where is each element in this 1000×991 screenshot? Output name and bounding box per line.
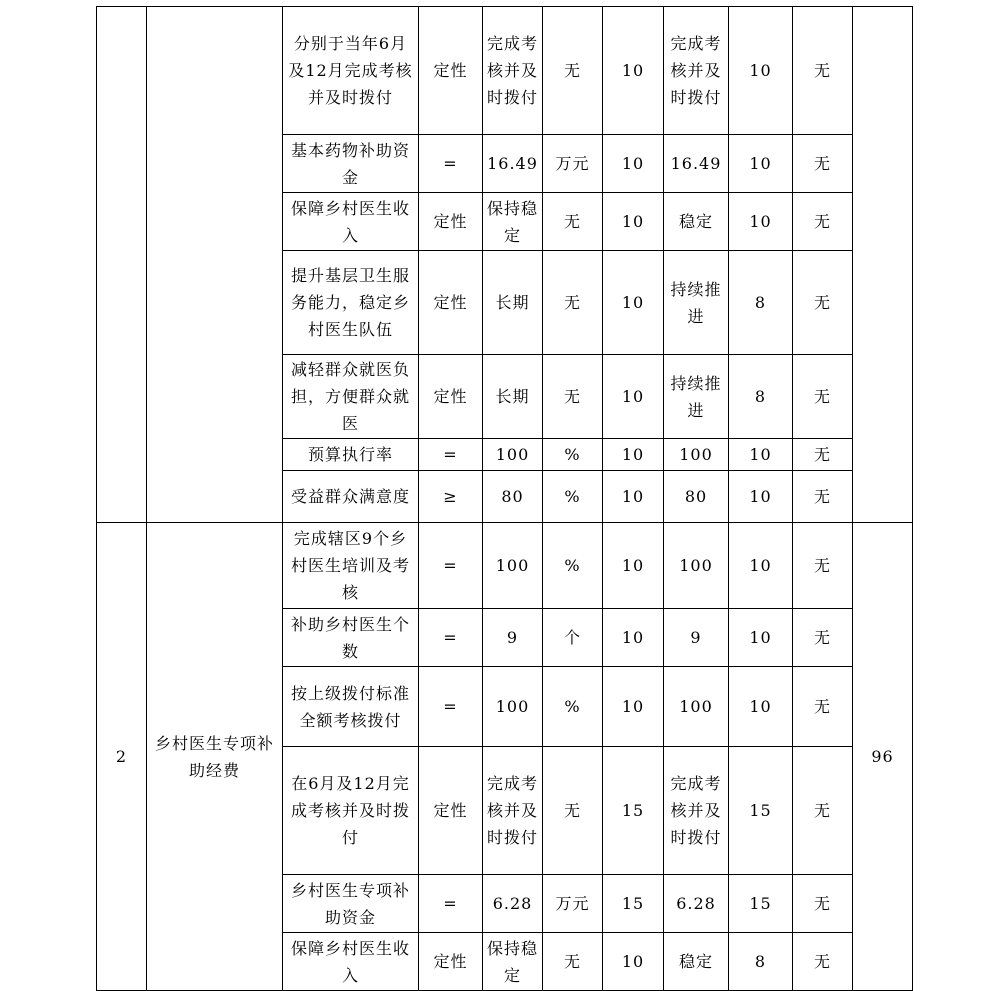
cell-weight: 10 (603, 251, 664, 355)
cell-weight: 10 (603, 471, 664, 523)
cell-deviation: 无 (793, 875, 853, 933)
cell-symbol: = (419, 609, 483, 667)
cell-indicator: 提升基层卫生服务能力，稳定乡村医生队伍 (283, 251, 419, 355)
cell-symbol: = (419, 135, 483, 193)
cell-score: 10 (729, 667, 793, 747)
cell-unit: 无 (543, 193, 603, 251)
cell-symbol: = (419, 523, 483, 609)
cell-indicator: 补助乡村医生个数 (283, 609, 419, 667)
cell-deviation: 无 (793, 747, 853, 875)
cell-weight: 10 (603, 135, 664, 193)
cell-unit: 无 (543, 747, 603, 875)
cell-indicator: 按上级拨付标准全额考核拨付 (283, 667, 419, 747)
cell-indicator: 基本药物补助资金 (283, 135, 419, 193)
cell-actual: 100 (664, 523, 729, 609)
total-cell (853, 7, 913, 523)
project-cell: 乡村医生专项补助经费 (147, 523, 283, 991)
cell-score: 10 (729, 439, 793, 471)
cell-target: 100 (483, 667, 543, 747)
cell-actual: 80 (664, 471, 729, 523)
cell-deviation: 无 (793, 7, 853, 135)
cell-target: 完成考核并及时拨付 (483, 747, 543, 875)
cell-weight: 10 (603, 667, 664, 747)
cell-deviation: 无 (793, 251, 853, 355)
table-row (97, 7, 913, 135)
cell-target: 9 (483, 609, 543, 667)
cell-target: 80 (483, 471, 543, 523)
cell-actual: 持续推进 (664, 251, 729, 355)
cell-score: 15 (729, 747, 793, 875)
cell-actual: 完成考核并及时拨付 (664, 7, 729, 135)
cell-target: 16.49 (483, 135, 543, 193)
cell-actual: 稳定 (664, 933, 729, 991)
cell-symbol: ≥ (419, 471, 483, 523)
cell-symbol: = (419, 875, 483, 933)
project-cell (147, 7, 283, 523)
cell-weight: 15 (603, 875, 664, 933)
cell-score: 10 (729, 7, 793, 135)
cell-deviation: 无 (793, 933, 853, 991)
cell-weight: 10 (603, 523, 664, 609)
cell-weight: 10 (603, 355, 664, 439)
cell-actual: 稳定 (664, 193, 729, 251)
cell-weight: 10 (603, 609, 664, 667)
cell-symbol: 定性 (419, 7, 483, 135)
cell-score: 15 (729, 875, 793, 933)
cell-unit: 无 (543, 355, 603, 439)
cell-score: 10 (729, 523, 793, 609)
cell-target: 6.28 (483, 875, 543, 933)
cell-indicator: 分别于当年6月及12月完成考核并及时拨付 (283, 7, 419, 135)
cell-unit: 万元 (543, 875, 603, 933)
cell-symbol: = (419, 667, 483, 747)
cell-weight: 10 (603, 193, 664, 251)
cell-unit: % (543, 471, 603, 523)
cell-target: 保持稳定 (483, 193, 543, 251)
cell-score: 10 (729, 135, 793, 193)
cell-deviation: 无 (793, 439, 853, 471)
cell-target: 长期 (483, 251, 543, 355)
cell-actual: 16.49 (664, 135, 729, 193)
cell-deviation: 无 (793, 609, 853, 667)
performance-table (96, 6, 913, 991)
cell-unit: 万元 (543, 135, 603, 193)
cell-unit: 个 (543, 609, 603, 667)
cell-deviation: 无 (793, 355, 853, 439)
cell-target: 100 (483, 439, 543, 471)
seq-cell (97, 7, 147, 523)
cell-symbol: 定性 (419, 747, 483, 875)
cell-score: 8 (729, 251, 793, 355)
cell-deviation: 无 (793, 135, 853, 193)
cell-actual: 9 (664, 609, 729, 667)
cell-score: 8 (729, 355, 793, 439)
cell-target: 完成考核并及时拨付 (483, 7, 543, 135)
cell-symbol: = (419, 439, 483, 471)
cell-score: 10 (729, 193, 793, 251)
cell-indicator: 保障乡村医生收入 (283, 933, 419, 991)
cell-indicator: 减轻群众就医负担，方便群众就医 (283, 355, 419, 439)
cell-indicator: 在6月及12月完成考核并及时拨付 (283, 747, 419, 875)
cell-deviation: 无 (793, 667, 853, 747)
table-row (97, 523, 913, 609)
seq-cell: 2 (97, 523, 147, 991)
cell-actual: 持续推进 (664, 355, 729, 439)
cell-deviation: 无 (793, 471, 853, 523)
cell-unit: 无 (543, 251, 603, 355)
cell-indicator: 预算执行率 (283, 439, 419, 471)
cell-indicator: 受益群众满意度 (283, 471, 419, 523)
cell-unit: % (543, 667, 603, 747)
cell-symbol: 定性 (419, 933, 483, 991)
cell-weight: 10 (603, 7, 664, 135)
cell-indicator: 完成辖区9个乡村医生培训及考核 (283, 523, 419, 609)
cell-target: 保持稳定 (483, 933, 543, 991)
cell-symbol: 定性 (419, 355, 483, 439)
cell-unit: % (543, 523, 603, 609)
cell-actual: 完成考核并及时拨付 (664, 747, 729, 875)
cell-actual: 100 (664, 667, 729, 747)
cell-indicator: 保障乡村医生收入 (283, 193, 419, 251)
cell-weight: 10 (603, 933, 664, 991)
cell-unit: 无 (543, 7, 603, 135)
cell-target: 长期 (483, 355, 543, 439)
total-cell: 96 (853, 523, 913, 991)
cell-target: 100 (483, 523, 543, 609)
cell-score: 8 (729, 933, 793, 991)
cell-actual: 100 (664, 439, 729, 471)
cell-unit: 无 (543, 933, 603, 991)
cell-indicator: 乡村医生专项补助资金 (283, 875, 419, 933)
cell-weight: 10 (603, 439, 664, 471)
cell-deviation: 无 (793, 193, 853, 251)
cell-symbol: 定性 (419, 193, 483, 251)
cell-unit: % (543, 439, 603, 471)
cell-deviation: 无 (793, 523, 853, 609)
cell-weight: 15 (603, 747, 664, 875)
cell-score: 10 (729, 609, 793, 667)
cell-score: 10 (729, 471, 793, 523)
cell-symbol: 定性 (419, 251, 483, 355)
cell-actual: 6.28 (664, 875, 729, 933)
